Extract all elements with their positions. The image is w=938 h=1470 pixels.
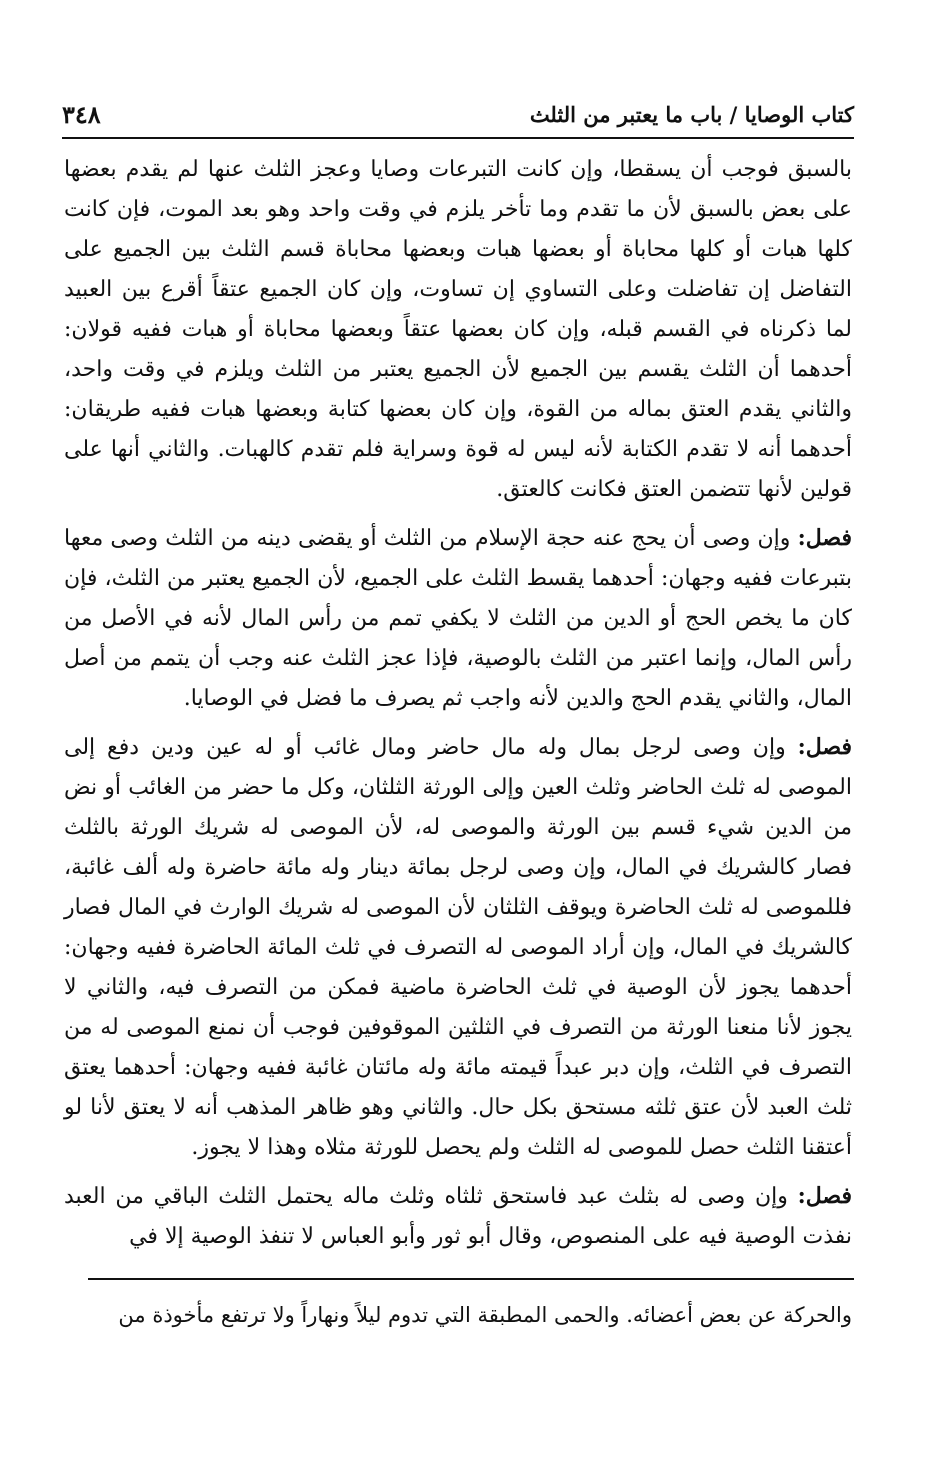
main-text [64, 150, 852, 1257]
footnote-text: والحركة عن بعض أعضائه. والحمى المطبقة التي تدوم ليلاً ونهاراً ولا ترتفع مأخوذة من [118, 1303, 852, 1327]
paragraph-3-text: وإن وصى لرجل بمال وله مال حاضر ومال غائب أو له عين ودين دفع إلى الموصى له ثلث الحاضر وثلث العين وإلى الورثة الثلثان، وكل ما حضر من الغائب أو نض من الدين شيء قسم بين الورثة والموصى له، لأن الموصى له شريك الورثة بالثلث فصار كالشريك في المال، وإن وصى لرجل بمائة دينار وله مائة حاضرة وله ألف غائبة، فللموصى له ثلث الحاضرة ويوقف الثلثان لأن الموصى له شريك الوارث في المال فصار كالشريك في المال، وإن أراد الموصى له التصرف في ثلث المائة الحاضرة ففيه وجهان: أحدهما يجوز لأن الوصية في ثلث الحاضرة ماضية فمكن من التصرف فيه، والثاني لا يجوز لأنا منعنا الورثة من التصرف في الثلثين الموقوفين فوجب أن نمنع الموصى له من التصرف في الثلث، وإن دبر عبداً قيمته مائة وله مائتان غائبة ففيه وجهان: أحدهما يعتق ثلث العبد لأن عتق ثلثه مستحق بكل حال. والثاني وهو ظاهر المذهب أنه لا يعتق لأنا لو أعتقنا الثلث حصل للموصى له الثلث ولم يحصل للورثة مثلاه وهذا لا يجوز. [64, 735, 852, 1160]
paragraph-1 [64, 150, 852, 510]
page-number: ٣٤٨ [62, 99, 101, 129]
paragraph-3 [64, 727, 852, 1168]
paragraph-1-text: بالسبق فوجب أن يسقطا، وإن كانت التبرعات وصايا وعجز الثلث عنها لم يقدم بعضها على بعض بالسبق لأن ما تقدم وما تأخر يلزم في وقت واحد وهو بعد الموت، فإن كانت كلها هبات أو كلها محاباة أو بعضها هبات وبعضها محاباة قسم الثلث بين الجميع على التفاضل إن تفاضلت وعلى التساوي إن تساوت، وإن كان الجميع عتقاً أقرع بين العبيد لما ذكرناه في القسم قبله، وإن كان بعضها عتقاً وبعضها محاباة أو هبات ففيه قولان: أحدهما أن الثلث يقسم بين الجميع لأن الجميع يعتبر من الثلث ويلزم في وقت واحد، والثاني يقدم العتق بماله من القوة، وإن كان بعضها كتابة وبعضها هبات ففيه طريقان: أحدهما أنه لا تقدم الكتابة لأنه ليس له قوة وسراية فلم تقدم كالهبات. والثاني أنها على قولين لأنها تتضمن العتق فكانت كالعتق. [64, 157, 852, 502]
paragraph-2-text: وإن وصى أن يحج عنه حجة الإسلام من الثلث أو يقضى دينه من الثلث وصى معها بتبرعات ففيه وجهان: أحدهما يقسط الثلث على الجميع، لأن الجميع يعتبر من الثلث، فإن كان ما يخص الحج أو الدين من الثلث لا يكفي تمم من رأس المال لأنه في الأصل من رأس المال، وإنما اعتبر من الثلث بالوصية، فإذا عجز الثلث عنه وجب أن يتمم من أصل المال، والثاني يقدم الحج والدين لأنه واجب ثم يصرف ما فضل في الوصايا. [64, 526, 852, 711]
paragraph-2 [64, 518, 852, 719]
header-divider [62, 137, 854, 139]
section-label: فصل: [797, 1183, 852, 1209]
footnote [64, 1296, 852, 1334]
footnote-divider [88, 1278, 854, 1280]
page-header [62, 92, 854, 136]
section-label: فصل: [797, 525, 852, 551]
paragraph-4 [64, 1176, 852, 1257]
paragraph-4-text: وإن وصى له بثلث عبد فاستحق ثلثاه وثلث ماله يحتمل الثلث الباقي من العبد نفذت الوصية فيه على المنصوص، وقال أبو ثور وأبو العباس لا تنفذ الوصية إلا في [64, 1184, 852, 1249]
section-label: فصل: [797, 734, 852, 760]
running-title: كتاب الوصايا / باب ما يعتبر من الثلث [529, 101, 854, 127]
